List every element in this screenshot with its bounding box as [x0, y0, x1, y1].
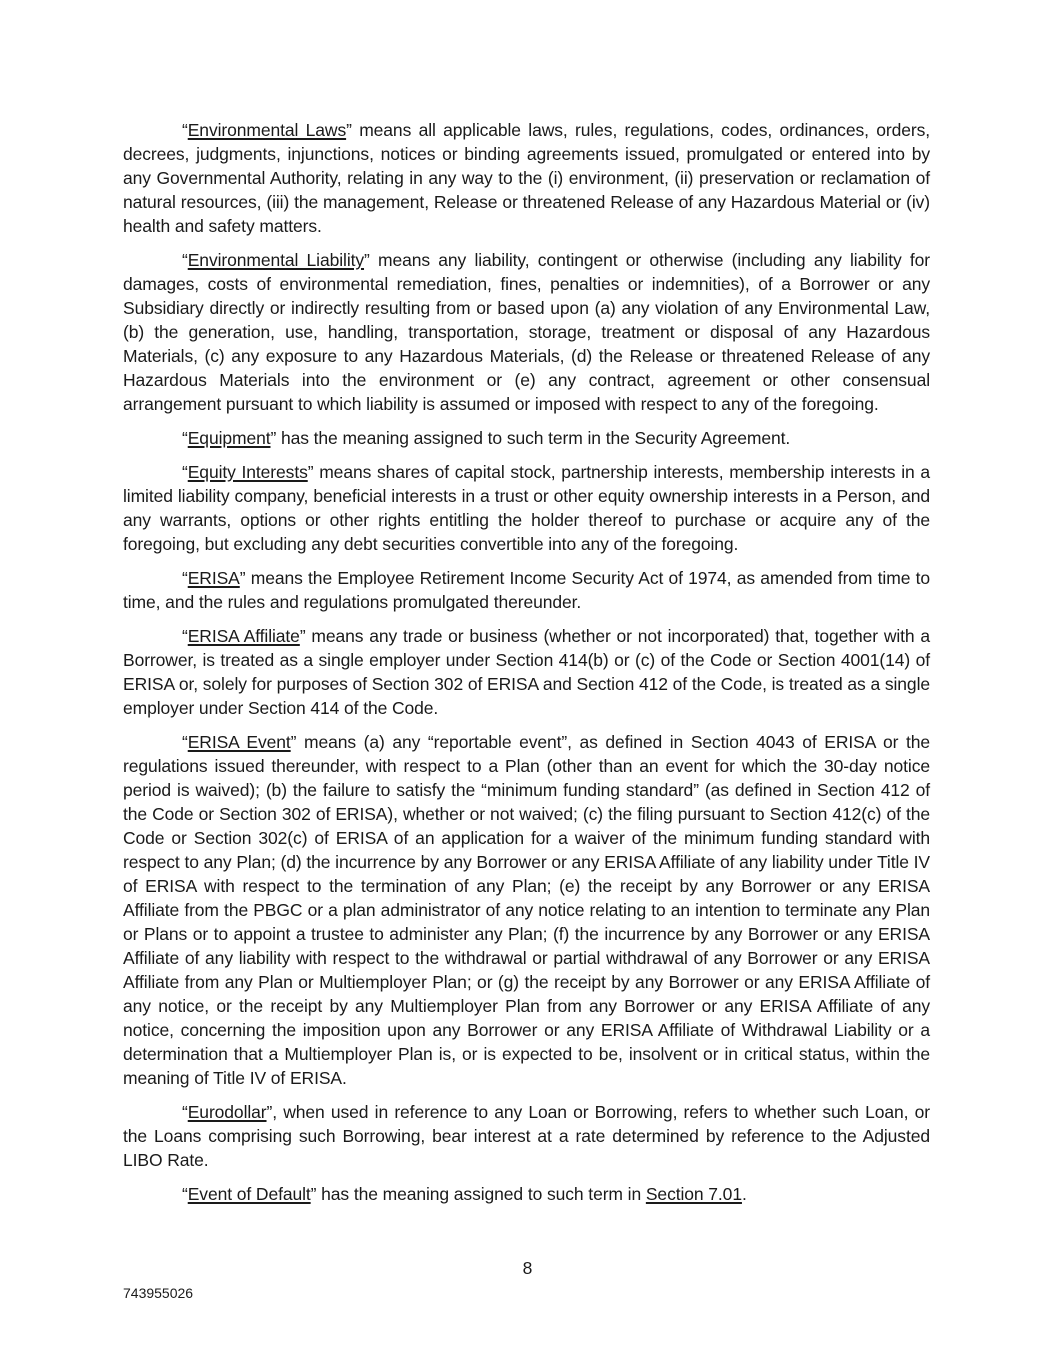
open-quote: “: [182, 732, 188, 752]
open-quote: “: [182, 250, 188, 270]
definition-equipment: [123, 426, 930, 450]
definition-equity-interests: [123, 460, 930, 556]
definition-text: ” means all applicable laws, rules, regulations, codes, ordinances, orders, decrees, judgments, injunctions, notices or binding agreements issued, promulgated or entered into by any Governmental Authority, relating in any way to the (i) environment, (ii) preservation or reclamation of natural resources, (iii) the management, Release or threatened Release of any Hazardous Material or (iv) health and safety matters.: [123, 120, 930, 236]
definition-event-of-default: [123, 1182, 930, 1206]
open-quote: “: [182, 568, 188, 588]
open-quote: “: [182, 120, 188, 140]
sentence-period: .: [741, 1184, 747, 1204]
definition-erisa-affiliate: [123, 624, 930, 720]
page-number: 8: [522, 1258, 533, 1278]
document-id-number: 743955026: [123, 1285, 194, 1301]
defined-term-equity-interests: Equity Interests: [187, 462, 308, 482]
definition-text: ” has the meaning assigned to such term in the Security Agreement.: [270, 428, 791, 448]
open-quote: “: [182, 428, 188, 448]
definition-text: ” has the meaning assigned to such term in: [310, 1184, 646, 1204]
definitions-section: [123, 118, 930, 1216]
defined-term-event-of-default: Event of Default: [187, 1184, 311, 1204]
definition-text: ” means the Employee Retirement Income Security Act of 1974, as amended from time to time, and the rules and regulations promulgated thereunder.: [123, 568, 930, 612]
defined-term-environmental-laws: Environmental Laws: [187, 120, 347, 140]
open-quote: “: [182, 626, 188, 646]
open-quote: “: [182, 462, 188, 482]
definition-erisa: [123, 566, 930, 614]
defined-term-erisa: ERISA: [187, 568, 240, 588]
definition-erisa-event: [123, 730, 930, 1090]
defined-term-erisa-event: ERISA Event: [187, 732, 291, 752]
definition-text: ” means any trade or business (whether or not incorporated) that, together with a Borrower, is treated as a single employer under Section 414(b) or (c) of the Code or Section 4001(14) of ERISA or, solely for purposes of Section 302 of ERISA and Section 412 of the Code, is treated as a single employer under Section 414 of the Code.: [123, 626, 930, 718]
definition-text: ” means shares of capital stock, partnership interests, membership interests in a limited liability company, beneficial interests in a trust or other equity ownership interests in a Person, and any warrants, options or other rights entitling the holder thereof to purchase or acquire any of the foregoing, but excluding any debt securities convertible into any of the foregoing.: [123, 462, 930, 554]
definition-text: ”, when used in reference to any Loan or Borrowing, refers to whether such Loan, or the Loans comprising such Borrowing, bear interest at a rate determined by reference to the Adjusted LIBO Rate.: [123, 1102, 930, 1170]
definition-environmental-liability: [123, 248, 930, 416]
defined-term-erisa-affiliate: ERISA Affiliate: [187, 626, 300, 646]
definition-eurodollar: [123, 1100, 930, 1172]
definition-text: ” means (a) any “reportable event”, as defined in Section 4043 of ERISA or the regulations issued thereunder, with respect to a Plan (other than an event for which the 30-day notice period is waived); (b) the failure to satisfy the “minimum funding standard” (as defined in Section 412 of the Code or Section 302 of ERISA), whether or not waived; (c) the filing pursuant to Section 412(c) of the Code or Section 302(c) of ERISA of an application for a waiver of the minimum funding standard with respect to any Plan; (d) the incurrence by any Borrower or any ERISA Affiliate of any liability under Title IV of ERISA with respect to the termination of any Plan; (e) the receipt by any Borrower or any ERISA Affiliate from the PBGC or a plan administrator of any notice relating to an intention to terminate any Plan or Plans or to appoint a trustee to administer any Plan; (f) the incurrence by any Borrower or any ERISA Affiliate of any liability with respect to the withdrawal or partial withdrawal of any Borrower or any ERISA Affiliate from any Plan or Multiemployer Plan; or (g) the receipt by any Borrower or any ERISA Affiliate of any notice, or the receipt by any Multiemployer Plan from any Borrower or any ERISA Affiliate of any notice, concerning the imposition upon any Borrower or any ERISA Affiliate of Withdrawal Liability or a determination that a Multiemployer Plan is, or is expected to be, insolvent or in critical status, within the meaning of Title IV of ERISA.: [123, 732, 930, 1088]
open-quote: “: [182, 1184, 188, 1204]
open-quote: “: [182, 1102, 188, 1122]
definition-environmental-laws: [123, 118, 930, 238]
definition-text: ” means any liability, contingent or otherwise (including any liability for damages, costs of environmental remediation, fines, penalties or indemnities), of a Borrower or any Subsidiary directly or indirectly resulting from or based upon (a) any violation of any Environmental Law, (b) the generation, use, handling, transportation, storage, treatment or disposal of any Hazardous Materials, (c) any exposure to any Hazardous Materials, (d) the Release or threatened Release of any Hazardous Materials into the environment or (e) any contract, agreement or other consensual arrangement pursuant to which liability is assumed or imposed with respect to any of the foregoing.: [123, 250, 930, 414]
defined-term-environmental-liability: Environmental Liability: [187, 250, 365, 270]
section-cross-reference: Section 7.01: [645, 1184, 742, 1204]
defined-term-eurodollar: Eurodollar: [187, 1102, 267, 1122]
defined-term-equipment: Equipment: [187, 428, 271, 448]
